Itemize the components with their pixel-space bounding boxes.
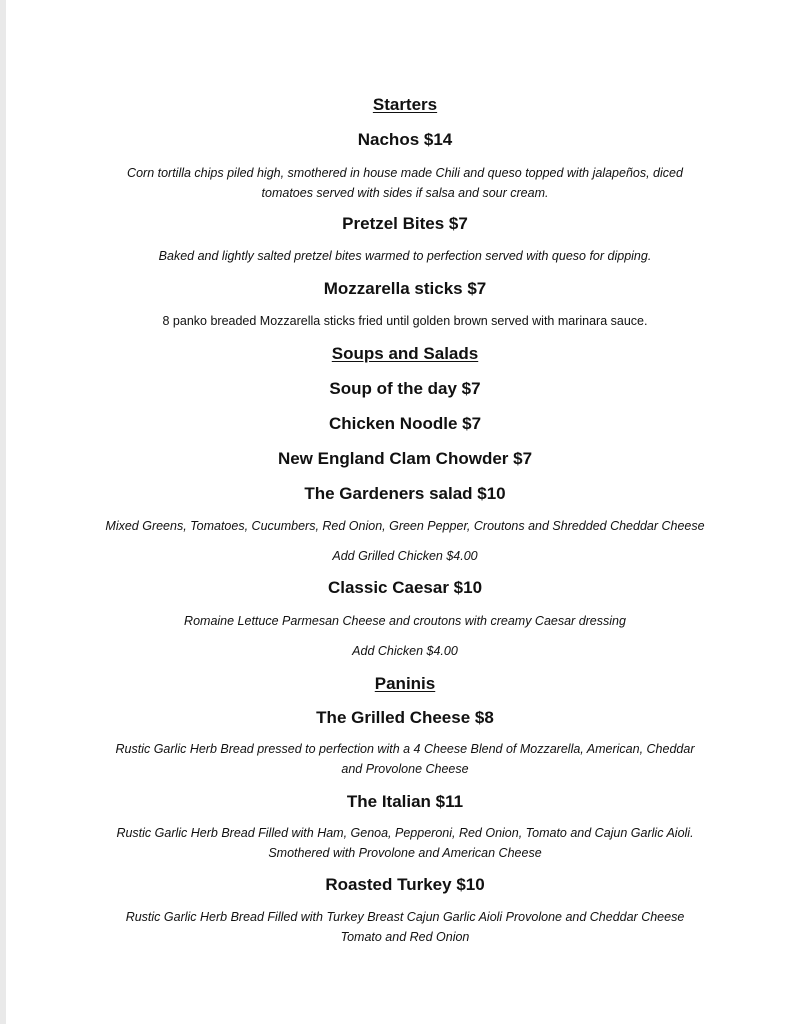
- section-heading-paninis: Paninis: [374, 674, 436, 693]
- description-line: Rustic Garlic Herb Bread Filled with Turkey Breast Cajun Garlic Aioli Provolone and Cheddar Cheese: [125, 910, 685, 924]
- description-line: Rustic Garlic Herb Bread pressed to perfection with a 4 Cheese Blend of Mozzarella, American, Cheddar: [115, 742, 695, 756]
- description-line: Tomato and Red Onion: [340, 930, 470, 944]
- menu-item-title: Roasted Turkey $10: [325, 875, 485, 894]
- menu-item-title: Nachos $14: [357, 130, 453, 149]
- menu-item-description: [6, 907, 804, 947]
- menu-item-description: Mixed Greens, Tomatoes, Cucumbers, Red Onion, Green Pepper, Croutons and Shredded Cheddar Cheese: [105, 519, 705, 533]
- menu-item-title: New England Clam Chowder $7: [277, 449, 533, 468]
- menu-item-description: Romaine Lettuce Parmesan Cheese and croutons with creamy Caesar dressing: [184, 614, 626, 628]
- menu-item-title: The Italian $11: [346, 792, 464, 811]
- menu-page: [6, 0, 804, 1024]
- menu-item-description: [6, 739, 804, 779]
- section-heading-starters: Starters: [372, 95, 438, 114]
- menu-item-addon: Add Chicken $4.00: [352, 644, 458, 658]
- menu-item-title: Mozzarella sticks $7: [323, 279, 487, 298]
- description-line: Corn tortilla chips piled high, smothered in house made Chili and queso topped with jalapeños, diced: [127, 166, 683, 180]
- description-line: and Provolone Cheese: [341, 762, 469, 776]
- description-line: Rustic Garlic Herb Bread Filled with Ham, Genoa, Pepperoni, Red Onion, Tomato and Cajun Garlic Aioli.: [116, 826, 694, 840]
- menu-item-addon: Add Grilled Chicken $4.00: [332, 549, 478, 563]
- menu-item-description: [6, 823, 804, 863]
- menu-item-title: Pretzel Bites $7: [342, 214, 468, 233]
- menu-item-title: Chicken Noodle $7: [328, 414, 482, 433]
- menu-item-title: The Gardeners salad $10: [304, 484, 506, 503]
- section-heading-soups-and-salads: Soups and Salads: [331, 344, 479, 363]
- menu-item-title: Soup of the day $7: [329, 379, 481, 398]
- menu-item-title: Classic Caesar $10: [327, 578, 483, 597]
- menu-item-description: Baked and lightly salted pretzel bites warmed to perfection served with queso for dipping.: [158, 249, 652, 263]
- menu-item-description: [6, 163, 804, 203]
- description-line: tomatoes served with sides if salsa and sour cream.: [261, 186, 549, 200]
- menu-item-title: The Grilled Cheese $8: [316, 708, 494, 727]
- menu-item-description: 8 panko breaded Mozzarella sticks fried until golden brown served with marinara sauce.: [162, 314, 648, 328]
- description-line: Smothered with Provolone and American Cheese: [268, 846, 542, 860]
